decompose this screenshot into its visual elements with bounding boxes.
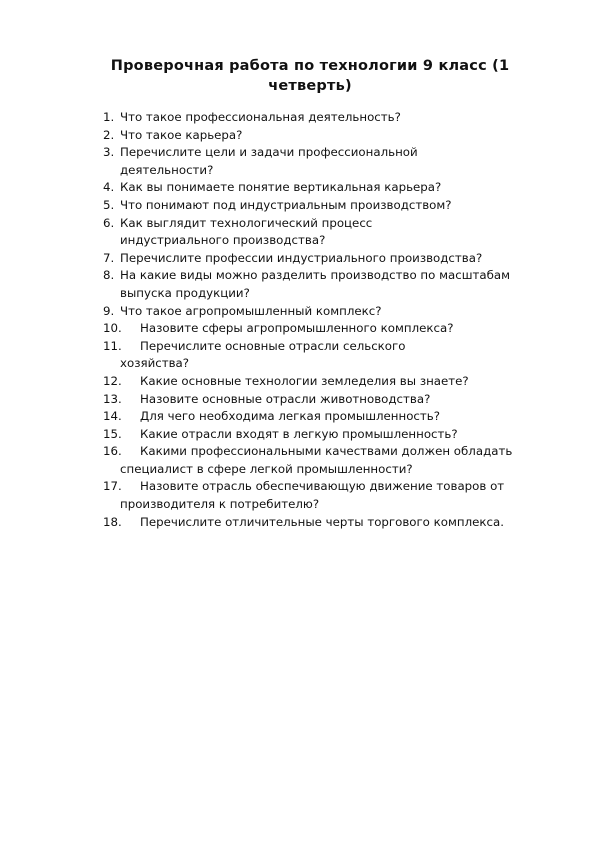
question-number: 5. [103, 197, 115, 212]
question-text: Что такое агропромышленный комплекс? [120, 303, 382, 318]
question-text: Что такое профессиональная деятельность? [120, 110, 401, 124]
question-text: Назовите сферы агропромышленного комплекса? [140, 321, 454, 336]
title-line-2: четверть) [268, 78, 352, 94]
question-text: Перечислите цели и задачи профессиональной деятельности? [120, 145, 418, 177]
question-number: 12. [103, 373, 122, 388]
question-text: Какие основные технологии земледелия вы знаете? [140, 373, 469, 388]
question-number: 18. [103, 514, 122, 529]
question-number: 9. [103, 303, 115, 318]
question-list [103, 109, 553, 531]
question-number: 3. [103, 145, 115, 160]
question-number: 17. [103, 479, 122, 494]
question-text: Назовите основные отрасли животноводства? [140, 391, 431, 406]
question-text: Как выглядит технологический процесс индустриального производства? [120, 215, 373, 248]
question-item [103, 267, 515, 302]
question-text: Для чего необходима легкая промышленность? [140, 409, 440, 424]
question-number: 6. [103, 215, 115, 230]
question-item [103, 373, 570, 391]
question-text: Как вы понимаете понятие вертикальная карьера? [120, 180, 442, 195]
question-item [103, 144, 480, 179]
question-item [103, 443, 570, 478]
question-item [103, 391, 570, 409]
question-item [103, 514, 530, 532]
question-item [103, 426, 570, 444]
question-item [103, 408, 570, 426]
question-number: 15. [103, 426, 122, 441]
question-item [103, 109, 460, 127]
question-number: 11. [103, 338, 122, 353]
question-text: Перечислите отличительные черты торгового комплекса. [140, 514, 504, 529]
document-title [95, 56, 525, 96]
question-item [103, 303, 460, 321]
question-text: Какими профессиональными качествами должен обладать специалист в сфере легкой промышленности? [120, 444, 513, 476]
question-number: 10. [103, 321, 122, 336]
question-text: Перечислите профессии индустриального производства? [120, 250, 483, 265]
question-number: 13. [103, 391, 122, 406]
question-text: Какие отрасли входят в легкую промышленность? [140, 426, 458, 441]
question-number: 2. [103, 127, 115, 142]
question-text: На какие виды можно разделить производство по масштабам выпуска продукции? [120, 268, 511, 300]
question-item [103, 338, 470, 373]
question-text: Назовите отрасль обеспечивающую движение товаров от производителя к потребителю? [120, 479, 505, 512]
question-number: 7. [103, 250, 115, 265]
question-item [103, 127, 460, 145]
question-item [103, 478, 530, 513]
question-text: Перечислите основные отрасли сельского хозяйства? [120, 338, 406, 371]
question-number: 1. [103, 110, 115, 124]
question-item [103, 250, 570, 268]
question-number: 16. [103, 444, 122, 459]
question-item [103, 179, 540, 197]
question-item [103, 215, 430, 250]
question-item [103, 197, 540, 215]
question-text: Что такое карьера? [120, 127, 243, 142]
question-number: 14. [103, 409, 122, 424]
question-number: 8. [103, 268, 115, 283]
question-number: 4. [103, 180, 115, 195]
question-text: Что понимают под индустриальным производством? [120, 197, 452, 212]
question-item [103, 320, 560, 338]
title-line-1: Проверочная работа по технологии 9 класс (1 [110, 58, 510, 74]
